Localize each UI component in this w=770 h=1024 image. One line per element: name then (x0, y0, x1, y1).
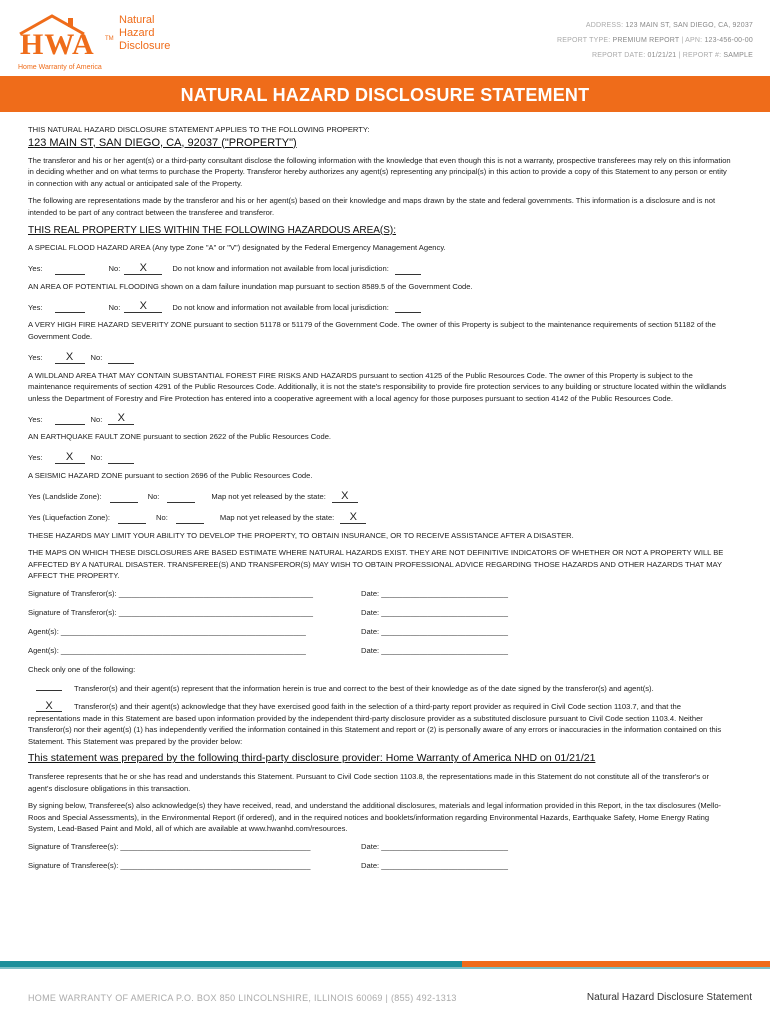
landslide-answer-row (28, 488, 734, 503)
wildland-yes-field[interactable] (55, 412, 85, 425)
property-address: 123 MAIN ST, SAN DIEGO, CA, 92037 ("PROPERTY") (28, 136, 297, 149)
option-1 (28, 681, 734, 695)
not-known-label: Do not know and information not available from local jurisdiction: (172, 302, 389, 312)
dam-answer-row (28, 298, 734, 313)
page-title: NATURAL HAZARD DISCLOSURE STATEMENT (180, 85, 590, 105)
map-not-released-label: Map not yet released by the state: (219, 512, 335, 522)
option-1-checkbox[interactable] (36, 681, 62, 691)
transferor-signature-line[interactable]: Signature of Transferor(s): ______________________________________________ (28, 588, 314, 598)
transferee-paragraph: Transferee represents that he or she has read and understands this Statement. Pursuant to Civil Code section 1103.8, the representations made in this Statement do not constitute all of the transferor's or agent's disclosure obligations in this transaction. (28, 772, 710, 793)
agent-signature-row-1[interactable] (28, 626, 734, 639)
no-label: No: (108, 302, 121, 312)
date-line[interactable]: Date: ______________________________ (361, 588, 508, 598)
check-one-label: Check only one of the following: (28, 664, 136, 674)
maps-warning: THE MAPS ON WHICH THESE DISCLOSURES ARE BASED ESTIMATE WHERE NATURAL HAZARDS EXIST. THEY ARE NOT DEFINITIVE INDICATORS OF WHETHER OR NOT A PROPERTY WILL BE AFFECTED BY A NATURAL DISASTER. TRANSFEREE(S) AND TRANSFEROR(S) MAY WISH TO OBTAIN PROFESSIONAL ADVICE REGARDING THOSE HAZARDS AND OTHER HAZARDS THAT MAY AFFECT THE PROPERTY. (28, 548, 724, 581)
applies-text: THIS NATURAL HAZARD DISCLOSURE STATEMENT APPLIES TO THE FOLLOWING PROPERTY: (28, 125, 370, 134)
liquefaction-no-field[interactable] (176, 511, 204, 524)
no-label: No: (156, 512, 168, 522)
yes-landslide-label: Yes (Landslide Zone): (28, 491, 102, 501)
wildland-hazard-text: A WILDLAND AREA THAT MAY CONTAIN SUBSTANTIAL FOREST FIRE RISKS AND HAZARDS pursuant to section 4125 of the Public Resources Code. The owner of this Property is subject to the maintenance requirements of section 4291 of the Public Resources Code. Additionally, it is not the state's responsibility to provide fire protection services to any building or structure located within the wildlands unless the Department of Forestry and Fire Protection has entered into a cooperative agreement with a local agency for those purposes pursuant to section 4142 of the Public Resources Code. (28, 370, 727, 403)
landslide-yes-field[interactable] (110, 490, 138, 503)
dam-no-field[interactable]: X (124, 300, 162, 313)
representation-paragraph: The following are representations made by the transferor and his or her agent(s) based on their knowledge and maps drawn by the state and federal governments. This information is a disclosure and is not intended to be part of any contract between the transferee and transferor. (28, 196, 716, 217)
wildland-no-field[interactable]: X (108, 412, 134, 425)
fault-hazard-text: AN EARTHQUAKE FAULT ZONE pursuant to section 2622 of the Public Resources Code. (28, 432, 332, 442)
no-label: No: (90, 453, 103, 463)
landslide-map-field[interactable]: X (332, 490, 358, 503)
yes-label: Yes: (28, 453, 43, 463)
fault-yes-field[interactable]: X (55, 451, 85, 464)
yes-label: Yes: (28, 352, 43, 362)
address-line: ADDRESS: 123 MAIN ST, SAN DIEGO, CA, 92037 (585, 22, 753, 29)
yes-label: Yes: (28, 302, 43, 312)
date-line[interactable]: Date: ______________________________ (361, 607, 508, 617)
logo-tagline (119, 14, 170, 53)
logo-line-1: Natural (119, 14, 155, 26)
no-label: No: (108, 264, 121, 274)
agent-signature-line[interactable]: Agent(s): __________________________________________________________ (28, 645, 306, 655)
yes-label: Yes: (28, 414, 43, 424)
dam-unknown-field[interactable] (395, 300, 421, 313)
logo-line-3: Disclosure (119, 40, 171, 52)
logo-subtitle: Home Warranty of America (18, 64, 102, 71)
intro-paragraph: The transferor and his or her agent(s) or a third-party consultant disclose the following information with the knowledge that even though this is not a warranty, prospective transferees may rely on this information in deciding whether and on what terms to purchase the Property. Transferor hereby authorizes any agent(s) representing any principal(s) in this action to provide a copy of this Statement to any person or entity in connection with any actual or anticipated sale of the Property. (28, 155, 731, 188)
no-label: No: (90, 352, 103, 362)
agent-signature-line[interactable]: Agent(s): __________________________________________________________ (28, 626, 306, 636)
flood-answer-row (28, 260, 734, 275)
no-label: No: (90, 414, 103, 424)
transferor-signature-row-2[interactable] (28, 607, 734, 620)
liquefaction-map-field[interactable]: X (340, 511, 366, 524)
report-meta (557, 18, 753, 63)
footer-document-title: Natural Hazard Disclosure Statement (586, 992, 752, 1003)
agent-signature-row-2[interactable] (28, 645, 734, 658)
footer-company-address: HOME WARRANTY OF AMERICA P.O. BOX 850 LINCOLNSHIRE, ILLINOIS 60069 | (855) 492-1313 (28, 993, 457, 1003)
yes-label: Yes: (28, 264, 43, 274)
flood-hazard-text: A SPECIAL FLOOD HAZARD AREA (Any type Zone "A" or "V") designated by the Federal Emergency Management Agency. (28, 243, 446, 253)
logo-line-2: Hazard (119, 27, 155, 39)
transferor-signature-line[interactable]: Signature of Transferor(s): ______________________________________________ (28, 607, 314, 617)
date-line[interactable]: Date: ______________________________ (361, 842, 508, 851)
fault-no-field[interactable] (108, 451, 134, 464)
date-line[interactable]: Date: ______________________________ (361, 645, 508, 655)
document-body (28, 124, 734, 879)
date-line[interactable]: Date: ______________________________ (361, 626, 508, 636)
date-line[interactable]: Date: ______________________________ (361, 861, 508, 870)
fire-hazard-text: A VERY HIGH FIRE HAZARD SEVERITY ZONE pursuant to section 51178 or 51179 of the Government Code. The owner of this Property is subject to the maintenance requirements of section 51182 of the Government Code. (28, 320, 716, 341)
flood-no-field[interactable]: X (124, 262, 162, 275)
flood-yes-field[interactable] (55, 262, 85, 275)
dam-yes-field[interactable] (55, 300, 85, 313)
fire-yes-field[interactable]: X (55, 351, 85, 364)
transferee-signature-row-1[interactable] (28, 841, 734, 854)
wildland-answer-row (28, 410, 734, 425)
no-label: No: (147, 491, 160, 501)
liquefaction-answer-row (28, 509, 734, 524)
option-2-text: Transferor(s) and their agent(s) acknowledge that they have exercised good faith in the selection of a third-party report provider as required in Civil Code section 1103.7, and that the representations made in this Statement are based upon information provided by the independent third-party disclosure provider as a substituted disclosure pursuant to Civil Code section 1103.4. Neither Transferor(s) nor their agent(s) (1) has independently verified the information contained in this Statement and report or (2) is personally aware of any errors or inaccuracies in the information contained on this Statement. This Statement was prepared by the provider below: (28, 702, 722, 746)
provider-line: This statement was prepared by the following third-party disclosure provider: Home Warranty of America NHD on 01/21/21 (28, 752, 596, 765)
transferee-signature-line[interactable]: Signature of Transferee(s): _____________________________________________ (28, 861, 311, 870)
title-banner (0, 76, 770, 112)
dam-hazard-text: AN AREA OF POTENTIAL FLOODING shown on a dam failure inundation map pursuant to section 8589.5 of the Government Code. (28, 281, 473, 291)
hazard-heading: THIS REAL PROPERTY LIES WITHIN THE FOLLOWING HAZARDOUS AREA(S): (28, 224, 397, 236)
transferor-signature-row-1[interactable] (28, 588, 734, 601)
map-not-released-label: Map not yet released by the state: (211, 491, 326, 501)
flood-unknown-field[interactable] (395, 262, 421, 275)
signing-paragraph: By signing below, Transferee(s) also acknowledge(s) they have received, read, and understand the additional disclosures, materials and legal information provided in this Report, in the tax disclosures (Mello-Roos and Special Assessments), in the Environmental Report (if ordered), and in the required notices and booklets/information regarding Environmental Hazards, Earthquake Safety, Home Energy Rating System, Lead-Based Paint and Mold, all of which are available at www.hwanhd.com/resources. (28, 801, 722, 834)
transferee-signature-row-2[interactable] (28, 860, 734, 873)
limit-warning: THESE HAZARDS MAY LIMIT YOUR ABILITY TO DEVELOP THE PROPERTY, TO OBTAIN INSURANCE, OR TO RECEIVE ASSISTANCE AFTER A DISASTER. (28, 530, 574, 540)
option-2 (28, 701, 734, 747)
yes-liquefaction-label: Yes (Liquefaction Zone): (28, 512, 111, 522)
landslide-no-field[interactable] (167, 490, 195, 503)
logo-wordmark: HWA (20, 28, 95, 61)
option-2-checkbox[interactable]: X (36, 702, 62, 712)
report-header (0, 0, 770, 72)
footer-accent-bar (0, 967, 770, 969)
liquefaction-yes-field[interactable] (118, 511, 146, 524)
fault-answer-row (28, 449, 734, 464)
seismic-hazard-text: A SEISMIC HAZARD ZONE pursuant to section 2696 of the Public Resources Code. (28, 470, 313, 480)
report-date-line: REPORT DATE: 01/21/21 | REPORT #: SAMPLE (592, 52, 753, 59)
fire-answer-row (28, 349, 734, 364)
not-known-label: Do not know and information not available from local jurisdiction: (172, 264, 389, 274)
option-1-text: Transferor(s) and their agent(s) represent that the information herein is true and correct to the best of their knowledge as of the date signed by the transferor(s) and agent(s). (74, 684, 654, 694)
report-type-line: REPORT TYPE: PREMIUM REPORT | APN: 123-456-00-00 (556, 37, 753, 44)
fire-no-field[interactable] (108, 351, 134, 364)
logo-trademark: TM (105, 36, 114, 42)
hwa-logo (14, 12, 194, 71)
transferee-signature-line[interactable]: Signature of Transferee(s): _____________________________________________ (28, 842, 311, 851)
